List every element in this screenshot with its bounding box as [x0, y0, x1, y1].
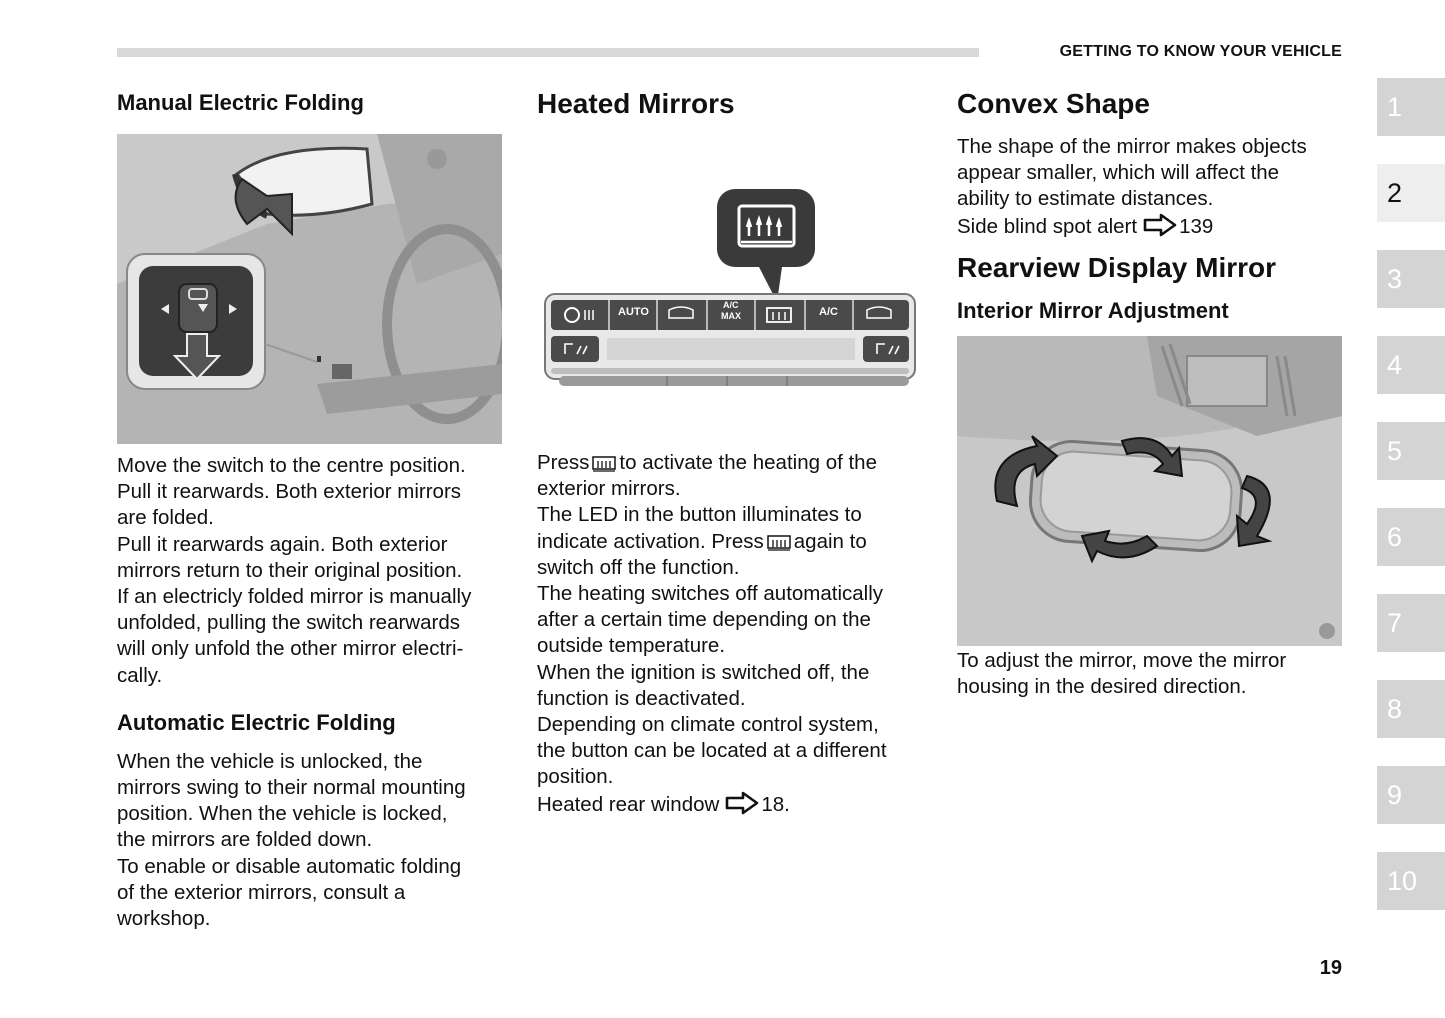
heated-mirrors-heading: Heated Mirrors	[537, 88, 735, 119]
chapter-tab-8[interactable]: 8	[1377, 680, 1445, 738]
chapter-tab-3[interactable]: 3	[1377, 250, 1445, 308]
rearview-mirror-heading: Rearview Display Mirror	[957, 251, 1277, 283]
text-line: mirrors swing to their normal mounting	[117, 776, 466, 800]
reference-page: 139	[1179, 214, 1214, 238]
text-line: function is deactivated.	[537, 686, 746, 710]
text-line: The heating switches off automatically	[537, 582, 884, 606]
reference-arrow-icon	[1143, 213, 1177, 237]
text-line	[537, 450, 922, 476]
automatic-folding-text	[117, 749, 507, 932]
text-line: the mirrors are folded down.	[117, 828, 373, 852]
text-fragment: to activate the heating of the	[619, 451, 877, 474]
text-line: When the ignition is switched off, the	[537, 660, 870, 684]
ac-max-label-bottom: MAX	[721, 311, 741, 321]
text-line: will only unfold the other mirror electri-	[117, 637, 464, 661]
text-line: To adjust the mirror, move the mirror	[957, 648, 1287, 672]
chapter-tab-1[interactable]: 1	[1377, 78, 1445, 136]
text-line: housing in the desired direction.	[957, 675, 1247, 699]
ac-button-label: A/C	[819, 306, 838, 318]
reference-text: Heated rear window	[537, 792, 720, 816]
reference-page: 18.	[761, 792, 790, 816]
chapter-tab-9[interactable]: 9	[1377, 766, 1445, 824]
text-line: workshop.	[117, 907, 211, 931]
text-line: outside temperature.	[537, 634, 726, 658]
text-line: exterior mirrors.	[537, 477, 681, 501]
mirror-adjustment-caption	[957, 648, 1347, 700]
reference-arrow-icon	[725, 791, 759, 815]
interior-mirror-illustration	[957, 336, 1342, 646]
chapter-tab-10[interactable]: 10	[1377, 852, 1445, 910]
cross-reference[interactable]	[537, 791, 922, 818]
text-line: Depending on climate control system,	[537, 713, 879, 737]
text-line: The shape of the mirror makes objects	[957, 135, 1307, 158]
reference-text: Side blind spot alert	[957, 214, 1138, 238]
convex-shape-text	[957, 134, 1347, 240]
text-line: appear smaller, which will affect the	[957, 161, 1280, 185]
header-rule	[117, 48, 979, 57]
page-number: 19	[1319, 957, 1342, 979]
middle-column	[537, 84, 922, 818]
automatic-folding-heading: Automatic Electric Folding	[117, 709, 396, 735]
text-line: of the exterior mirrors, consult a	[117, 880, 406, 904]
interior-mirror-image	[957, 336, 1342, 646]
text-line: mirrors return to their original position.	[117, 558, 463, 582]
climate-panel-illustration	[537, 124, 922, 424]
ac-max-label-top: A/C	[723, 300, 739, 310]
text-line: position. When the vehicle is locked,	[117, 802, 448, 826]
text-line: The LED in the button illuminates to	[537, 503, 862, 527]
text-line: Pull it rearwards. Both exterior mirrors	[117, 480, 462, 504]
text-line: position.	[537, 765, 614, 789]
climate-control-panel-image	[537, 124, 922, 424]
rear-defrost-icon	[767, 535, 791, 551]
text-line: cally.	[117, 663, 163, 687]
chapter-tab-5[interactable]: 5	[1377, 422, 1445, 480]
text-fragment: again to	[793, 529, 867, 553]
text-fragment: Press	[537, 451, 590, 474]
door-mirror-switch-image	[117, 134, 502, 444]
text-line: the button can be located at a different	[537, 739, 887, 763]
text-line: are folded.	[117, 506, 214, 530]
text-line: switch off the function.	[537, 555, 740, 579]
cross-reference[interactable]	[957, 213, 1347, 240]
text-fragment: indicate activation. Press	[537, 529, 764, 553]
text-line: unfolded, pulling the switch rearwards	[117, 611, 460, 635]
text-line: Pull it rearwards again. Both exterior	[117, 532, 448, 556]
manual-folding-heading: Manual Electric Folding	[117, 90, 364, 115]
chapter-tab-6[interactable]: 6	[1377, 508, 1445, 566]
text-line	[537, 529, 922, 555]
mirror-switch-illustration	[117, 134, 502, 444]
chapter-tab-4[interactable]: 4	[1377, 336, 1445, 394]
interior-mirror-adjustment-heading: Interior Mirror Adjustment	[957, 297, 1229, 323]
auto-button-label: AUTO	[618, 306, 649, 318]
right-column	[957, 84, 1347, 700]
left-column	[117, 84, 507, 932]
chapter-tab-7[interactable]: 7	[1377, 594, 1445, 652]
heated-mirrors-text	[537, 450, 922, 818]
text-line: after a certain time depending on the	[537, 608, 871, 632]
text-line: If an electricly folded mirror is manually	[117, 585, 472, 609]
chapter-tab-2[interactable]: 2	[1377, 164, 1445, 222]
section-title: GETTING TO KNOW YOUR VEHICLE	[1059, 43, 1342, 60]
text-line: ability to estimate distances.	[957, 187, 1214, 211]
text-line: When the vehicle is unlocked, the	[117, 749, 423, 773]
rear-defrost-icon	[592, 456, 616, 472]
manual-folding-text	[117, 453, 507, 689]
text-line: Move the switch to the centre position.	[117, 454, 466, 477]
convex-shape-heading: Convex Shape	[957, 88, 1150, 119]
text-line: To enable or disable automatic folding	[117, 854, 462, 878]
